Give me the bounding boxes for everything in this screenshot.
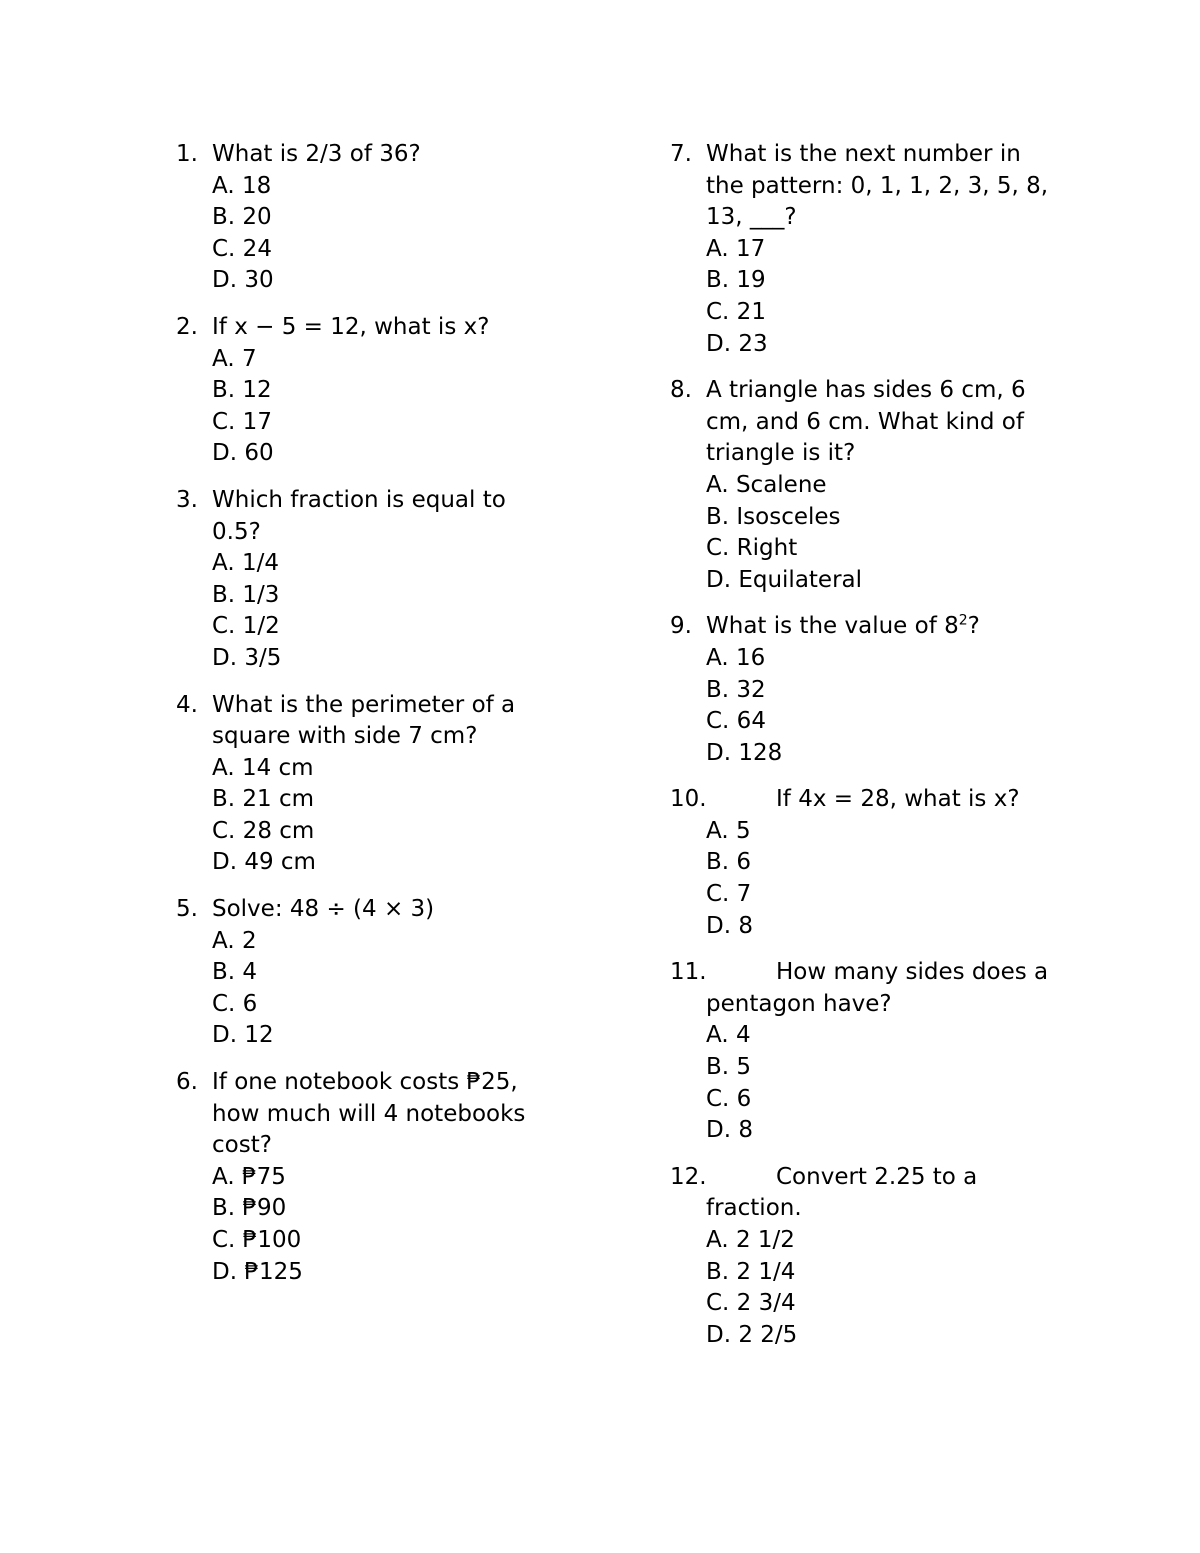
answer-option: B. 6: [706, 849, 752, 876]
question-text: Convert 2.25 to a fraction.: [706, 1163, 978, 1222]
question-text: What is 2/3 of 36?: [212, 141, 421, 167]
answer-option: B. ₱90: [212, 1195, 287, 1222]
answer-options: [212, 171, 546, 297]
question-text: If 4x = 28, what is x?: [776, 786, 1020, 813]
left-question-column: [176, 139, 546, 1303]
answer-options: [706, 1020, 1062, 1146]
answer-options: [212, 753, 546, 879]
question-number: 2.: [176, 313, 198, 340]
question-number: 11.: [670, 959, 707, 986]
answer-option: C. 24: [212, 235, 272, 262]
question-number: 9.: [670, 613, 692, 640]
answer-option: D. Equilateral: [706, 566, 863, 593]
question-8: [670, 375, 1070, 596]
answer-option: A. 4: [706, 1022, 751, 1049]
answer-option: A. Scalene: [706, 471, 827, 498]
question-7: [670, 139, 1070, 360]
answer-option: D. 12: [212, 1022, 274, 1049]
question-text: A triangle has sides 6 cm, 6 cm, and 6 cm. What kind of triangle is it?: [706, 377, 1026, 467]
answer-option: D. 128: [706, 739, 783, 766]
answer-option: C. Right: [706, 535, 798, 562]
question-text: [706, 611, 1070, 643]
answer-option: B. 32: [706, 676, 766, 703]
question-1: [176, 139, 546, 297]
question-number: 5.: [176, 896, 198, 923]
question-12: [670, 1162, 1070, 1352]
answer-option: A. 18: [212, 172, 272, 199]
question-text-line: [706, 1162, 1006, 1225]
question-text: If one notebook costs ₱25, how much will 4 notebooks cost?: [212, 1069, 526, 1159]
answer-options: [212, 548, 546, 674]
answer-options: [706, 234, 1062, 360]
question-10: [670, 784, 1070, 942]
answer-option: C. ₱100: [212, 1227, 302, 1253]
answer-option: A. ₱75: [212, 1163, 286, 1190]
answer-option: B. 1/3: [212, 581, 280, 608]
answer-option: C. 17: [212, 408, 272, 435]
answer-options: [212, 926, 546, 1052]
right-question-column: [670, 139, 1070, 1366]
answer-options: [706, 816, 1070, 942]
answer-option: C. 6: [212, 990, 258, 1017]
answer-option: C. 2 3/4: [706, 1290, 796, 1317]
question-6: [176, 1067, 546, 1288]
answer-option: D. 8: [706, 1117, 753, 1144]
answer-option: D. 49 cm: [212, 849, 316, 876]
answer-option: D. 23: [706, 330, 768, 357]
answer-option: D. ₱125: [212, 1258, 303, 1285]
answer-option: A. 14 cm: [212, 754, 314, 781]
question-4: [176, 690, 546, 880]
question-number: 4.: [176, 691, 198, 718]
question-text: What is the perimeter of a square with side 7 cm?: [212, 691, 516, 750]
answer-option: C. 28 cm: [212, 817, 315, 844]
answer-options: [706, 643, 1070, 769]
question-number: 1.: [176, 141, 198, 167]
question-number: 12.: [670, 1163, 707, 1190]
answer-options: [212, 344, 546, 470]
answer-option: B. 4: [212, 959, 258, 986]
answer-option: D. 60: [212, 440, 274, 467]
question-text-main: What is the value of 8: [706, 613, 959, 640]
answer-option: B. 21 cm: [212, 786, 315, 813]
answer-option: B. 12: [212, 377, 272, 404]
answer-option: A. 17: [706, 235, 766, 262]
answer-options: [706, 1225, 1006, 1351]
answer-option: D. 30: [212, 267, 274, 294]
answer-options: [706, 470, 1046, 596]
answer-option: D. 2 2/5: [706, 1321, 798, 1348]
question-text: What is the next number in the pattern: 0, 1, 1, 2, 3, 5, 8, 13, ___?: [706, 141, 1049, 231]
answer-option: A. 16: [706, 644, 766, 671]
answer-option: A. 7: [212, 345, 257, 372]
question-9: [670, 611, 1070, 769]
question-text: If x − 5 = 12, what is x?: [212, 313, 490, 340]
question-number: 6.: [176, 1069, 198, 1096]
answer-option: B. 2 1/4: [706, 1258, 796, 1285]
answer-option: D. 3/5: [212, 644, 282, 671]
answer-option: C. 6: [706, 1085, 752, 1112]
question-text-line: [706, 784, 1070, 816]
answer-options: [212, 1162, 546, 1288]
answer-option: D. 8: [706, 912, 753, 939]
question-text: How many sides does a pentagon have?: [706, 959, 1049, 1017]
answer-option: A. 2 1/2: [706, 1227, 795, 1253]
question-text: Solve: 48 ÷ (4 × 3): [212, 896, 435, 923]
question-11: [670, 957, 1070, 1147]
question-number: 8.: [670, 377, 692, 404]
answer-option: B. 19: [706, 267, 766, 294]
answer-option: C. 1/2: [212, 613, 280, 640]
answer-option: B. 20: [212, 204, 272, 231]
question-3: [176, 485, 546, 675]
question-text-line: [706, 957, 1062, 1020]
answer-option: B. 5: [706, 1054, 752, 1081]
answer-option: C. 21: [706, 298, 766, 325]
question-text-end: ?: [967, 613, 980, 640]
question-number: 10.: [670, 786, 707, 813]
question-5: [176, 894, 546, 1052]
answer-option: C. 64: [706, 708, 766, 735]
answer-option: A. 1/4: [212, 550, 279, 577]
exponent: 2: [958, 612, 968, 629]
question-text: Which fraction is equal to 0.5?: [212, 486, 506, 545]
answer-option: A. 5: [706, 817, 751, 844]
question-2: [176, 312, 546, 470]
question-number: 7.: [670, 141, 692, 167]
answer-option: C. 7: [706, 881, 752, 908]
answer-option: A. 2: [212, 927, 257, 954]
answer-option: B. Isosceles: [706, 503, 841, 530]
question-number: 3.: [176, 486, 198, 513]
